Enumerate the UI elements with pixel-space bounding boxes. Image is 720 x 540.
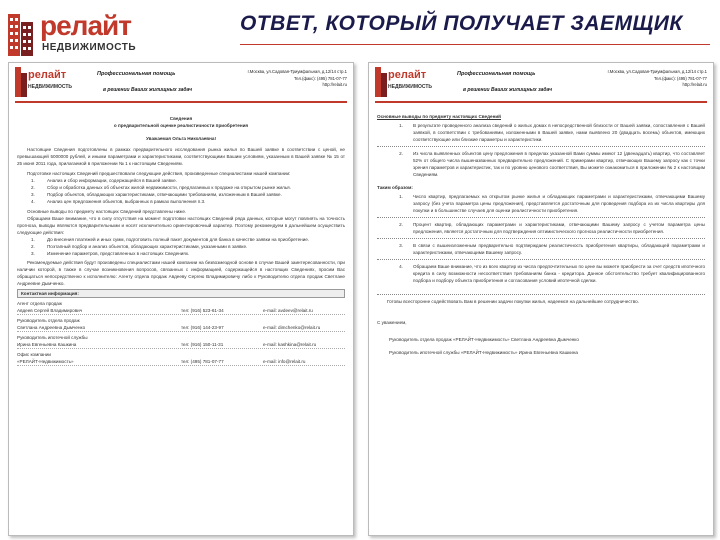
doc-brand-name: релайт [28,69,67,81]
steps-list [17,177,345,205]
doc-brand-sub: НЕДВИЖИМОСТЬ [388,84,433,90]
conclusions-heading: Основные выводы по предмету настоящих Сведений [377,114,501,119]
client-greeting: Уважаемая Ольга Николаевна! [146,136,216,141]
contact-role: Руководитель отдела продаж [17,318,80,323]
phone-line: Тел.(факс): (495) 781-07-77 [293,75,347,81]
phone-line: Тел.(факс): (495) 781-07-77 [653,75,707,81]
building-icon [6,8,36,56]
basis-paragraph: Основные выводы по предмету настоящих Сведений представлены ниже. [27,209,187,214]
divider [377,238,705,239]
doc-heading: Сведения [169,116,193,121]
list-item: 2. Поэтапный подбор и анализ объектов, обладающих характеристиками, указанными в заявке. [31,244,248,249]
doc-header [15,65,347,103]
doc-brand-sub: НЕДВИЖИМОСТЬ [28,84,73,90]
site-line: http://relait.ru [682,82,707,87]
doc-tagline-2: в решении Ваших жилищных задач [103,87,193,93]
signature-1: Руководитель отдела продаж «РЕЛАЙТ-Недвижимость» Светлана Андреевна Дымченко [389,337,579,342]
list-item: 1. Число квартир, предлагаемых на открытом рынке жилья и обладающих параметрами и характеристиками, отвечающими Вашему запросу (без учета параметра цены предложения), представляется достаточным для проведения подбора из их числа квартиры для покупки и в большинстве случаев для оценки реалистичности приобретения. [399,194,705,213]
brand-sub: НЕДВИЖИМОСТЬ [42,42,137,53]
list-item: 1. До внесения платежей и иных сумм, подготовить полный пакет документов для банка в качестве заявки на приобретение. [31,237,310,242]
list-item: 2. Сбор и обработка данных об объектах жилой недвижимости, предлагаемых к продаже на открытом рынке жилья. [31,185,291,190]
doc-brand-name: релайт [388,69,427,81]
site-line: http://relait.ru [322,82,347,87]
brand-logo [6,8,176,56]
building-icon [15,67,27,97]
address-line: г.Москва, ул.Садовая-Триумфальная, д.12/14 стр.1 [247,69,347,74]
recommend-paragraph: Рекомендуемые действия будут произведены специалистами нашей компании на безвозмездной основе в случае Вашей заинтересованности, при наличии которой, в также в случае возникновения вопросов, связанных с информацией, содержащейся в настоящих Сведениях, просим Вас обращаться непосредственно к исполнителю: Агенту отдела продаж Авдееву Сергею Владимировичу либо к Руководителю отдела продаж Светлане Андреевне Дымченко. [17,260,345,286]
thus-label: Таким образом: [377,185,413,190]
list-item: 3. В связи с вышеизложенным предварительно подтверждаем реалистичность приобретения квартиры, обладающей параметрами и характеристиками, отвечающими Вашему запросу. [399,243,705,255]
building-icon [375,67,387,97]
list-item: 4. Обращаем Ваше внимание, что из всех квартир из числа предпочтительных по цене вы можете приобрести за счет средств ипотечного кредита в силу возможности несоответствия требованиям банка - кредитора. Данное обстоятельство требует квалифицированного подбора и подбору объекта приобретения и согласования условий ипотечной сделки. [399,264,705,283]
doc-logo [375,65,433,99]
contacts-heading: Контактная информация: [17,289,345,298]
doc-address [597,69,707,89]
contact-role: Офис компании [17,352,51,357]
list-item: 2. Из числа выявленных объектов цену предложения в пределах указанной Вами суммы имеют 12 (двенадцать) квартир, что составляет 52% от общего числа вышеназванных предварительно предложений. С примерами квартир, отвечающих Вашему запросу как с точки зрения параметров и характеристик, так и по уровню ценового соответствия, Вы можете ознакомиться в приложении № 2 к настоящим Сведениям. [399,151,705,177]
doc-address [237,69,347,89]
contact-role: Руководитель ипотечной службы [17,335,88,340]
divider [377,294,705,295]
doc-tagline-1: Профессиональная помощь [457,71,536,77]
page-title: ОТВЕТ, КОТОРЫЙ ПОЛУЧАЕТ ЗАЕМЩИК [240,12,683,35]
document-left [8,62,354,536]
brand-name: релайт [40,10,131,41]
divider [377,146,705,147]
list-item: 1. В результате проведенного анализа сведений о жилых домах в непосредственной близости от Вашей заявки, сопоставления с Вашей заявкой, в соответствии с требованиями, изложенными в Вашей заявке, нами выявлено 20 (двадцать восемь) объектов, имеющих соответствующие или близкие параметры и характеристики. [399,123,705,142]
address-line: г.Москва, ул.Садовая-Триумфальная, д.12/14 стр.1 [607,69,707,74]
note-paragraph: Обращаем Ваше внимание, что в силу отсутствия на момент подготовки настоящих Сведений ряда данных, которые могут повлиять на точность прогноза, выводы являются предварительными и носят исключительно ориентировочный характер. Поэтому рекомендуем в дальнейшем осуществить следующие действия: [17,216,345,235]
doc-tagline-2: в решении Ваших жилищных задач [463,87,553,93]
list-item: 3. Изменение параметров, представленных в настоящих Сведениях. [31,251,190,256]
actions-list [17,236,345,257]
divider [377,217,705,218]
contacts-table [17,300,345,366]
closing-paragraph: Готовы всесторонне содействовать Вам в решении задачи покупки жилья, надеемся на дальнейшее сотрудничество. [387,299,639,304]
table-row: Ирина Евгеньевна Кашкина тел: (916) 150-11-31 e-mail: kashkina@relait.ru [17,341,345,349]
doc-body [9,103,353,370]
table-row: Светлана Андреевна Дымченко тел: (916) 144-23-97 e-mail: dimchenko@relait.ru [17,324,345,332]
doc-subheading: о предварительной оценке реалистичности приобретения [113,123,249,128]
intro-paragraph: Настоящие Сведения подготовлены в рамках предварительного исследования рынка жилья по Вашей заявке в соответствии с ценой, не превышающей 5000000 рублей, и иными параметрами и характеристиками, соответствующими Вашим условиям, указанным в Вашей заявке № 15 от 25 июня 2011 года, прилагаемой в приложении № 1 к настоящим Сведениям. [17,147,345,166]
table-row: Авдеев Сергей Владимирович тел: (916) 523-61-34 e-mail: avdeev@relait.ru [17,307,345,315]
divider [377,259,705,260]
list-item: 4. Анализ цен предложения объектов, выбранных в рамках выполнения п.3. [31,199,206,204]
doc-body [369,103,713,360]
signature-2: Руководитель ипотечной службы «РЕЛАЙТ-Недвижимость» Ирина Евгеньевна Кашкина [389,350,578,355]
title-rule [240,44,710,45]
respect-line: С уважением, [377,320,407,325]
doc-logo [15,65,73,99]
list-item: 1. Анализ и сбор информации, содержащейся в Вашей заявке. [31,178,177,183]
contact-role: Агент отдела продаж [17,301,62,306]
document-right [368,62,714,536]
doc-header [375,65,707,103]
list-item: 2. Процент квартир, обладающих параметрами и характеристиками, отвечающими Вашему запросу с учетом параметра цены предложения, является достаточным для подтверждения оптимистического прогноза реалистичности приобретения. [399,222,705,234]
doc-tagline-1: Профессиональная помощь [97,71,176,77]
table-row: «РЕЛАЙТ-Недвижимость» тел: (495) 781-07-77 e-mail: info@relait.ru [17,358,345,366]
list-item: 3. Подбор объектов, обладающих характеристиками, отвечающими требованиям, изложенным в Вашей заявке. [31,192,282,197]
steps-intro: Подготовке настоящих Сведений предшествовали следующие действия, произведенные специалистами нашей компании: [27,171,291,176]
